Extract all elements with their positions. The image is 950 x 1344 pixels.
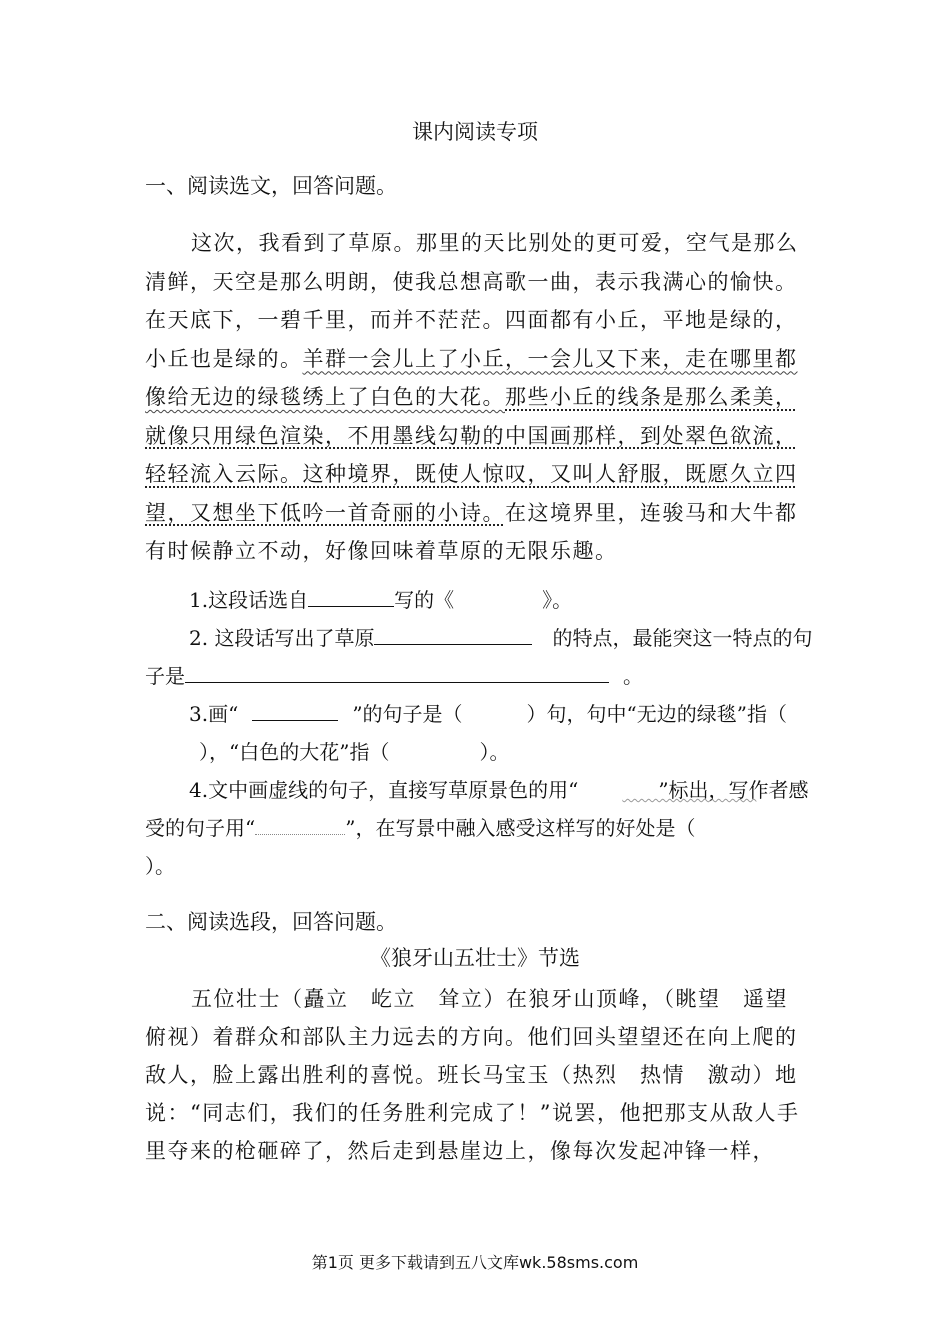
reading-passage-1 [145,224,805,571]
answer-blank[interactable] [252,698,338,721]
wavy-underlined-sentence: 羊群一会儿上了小丘，一会儿又下来，走在哪里都像给无边的绿毯绣上了白色的大花。 [145,346,798,409]
question-1 [145,581,815,619]
question-text: ）。 [145,854,175,878]
page-footer: 第1页 更多下载请到五八文库wk.58sms.com [311,1253,639,1272]
reading-passage-2 [145,980,811,1170]
dotted-underlined-sentences: 那些小丘的线条是那么柔美，就像只用绿色渲染，不用墨线勾勒的中国画那样，到处翠色欲流，轻轻流入云际。这种境界，既使人惊叹，又叫人舒服，既愿久立四望，又想坐下低吟一首奇丽的小诗。 [145,385,798,525]
question-4 [145,771,815,885]
passage-text-end: 在这境界里，连骏马和大牛都有时候静立不动，好像回味着草原的无限乐趣。 [145,500,798,563]
dotted-line-sample [255,820,345,835]
question-3 [145,695,815,771]
question-text: 的特点，最能突这一特点的句子是 [145,626,813,688]
page-title: 课内阅读专项 [412,120,538,144]
answer-blank[interactable] [454,585,542,607]
section-heading-1: 一、阅读选文，回答问题。 [145,174,397,198]
passage-text: 五位壮士（矗立 屹立 耸立）在狼牙山顶峰，（眺望 遥望 俯视）着群众和部队主力远去的方向。他们回头望望还在向上爬的敌人，脸上露出胜利的喜悦。班长马宝玉（热烈 热情 激动）地说：“同志们，我们的任务胜利完成了！”说罢，他把那支从敌人手里夺来的枪砸碎了，然后走到悬崖边上，像每次发起冲锋一样， [145,987,811,1163]
question-text: 3.画“ [189,702,239,726]
question-text: ”的句子是（ [352,702,463,726]
question-text: ”，在写景中融入感受这样写的好处是（ [345,816,696,840]
section-heading-2: 二、阅读选段，回答问题。 [145,910,397,934]
answer-blank[interactable] [185,660,609,683]
question-text: ），“白色的大花”指（ [199,740,390,764]
answer-blank[interactable] [374,622,532,645]
passage-text: 这次，我看到了草原。那里的天比别处的更可爱，空气是那么清鲜，天空是那么明朗，使我总想高歌一曲，表示我满心的愉快。在天底下，一碧千里，而并不茫茫。四面都有小丘，平地是绿的，小丘也是绿的。 [145,231,799,371]
wavy-line-sample [578,771,658,785]
question-text: 写的《 [394,588,455,612]
question-text: 》。 [542,588,573,612]
question-text: ”标出，写作者感受的句子用“ [145,778,809,840]
question-text: 。 [623,664,643,688]
question-text: 2. 这段话写出了草原 [189,626,375,650]
question-list [145,581,815,885]
question-text: 1.这段话选自 [189,588,309,612]
answer-blank[interactable] [308,584,394,607]
question-text: ）。 [479,740,510,764]
question-text: 4.文中画虚线的句子，直接写草原景色的用“ [189,778,579,802]
question-2 [145,619,815,695]
question-text: ）句，句中“无边的绿毯”指（ [526,702,787,726]
passage-subtitle: 《狼牙山五壮士》节选 [370,946,580,970]
